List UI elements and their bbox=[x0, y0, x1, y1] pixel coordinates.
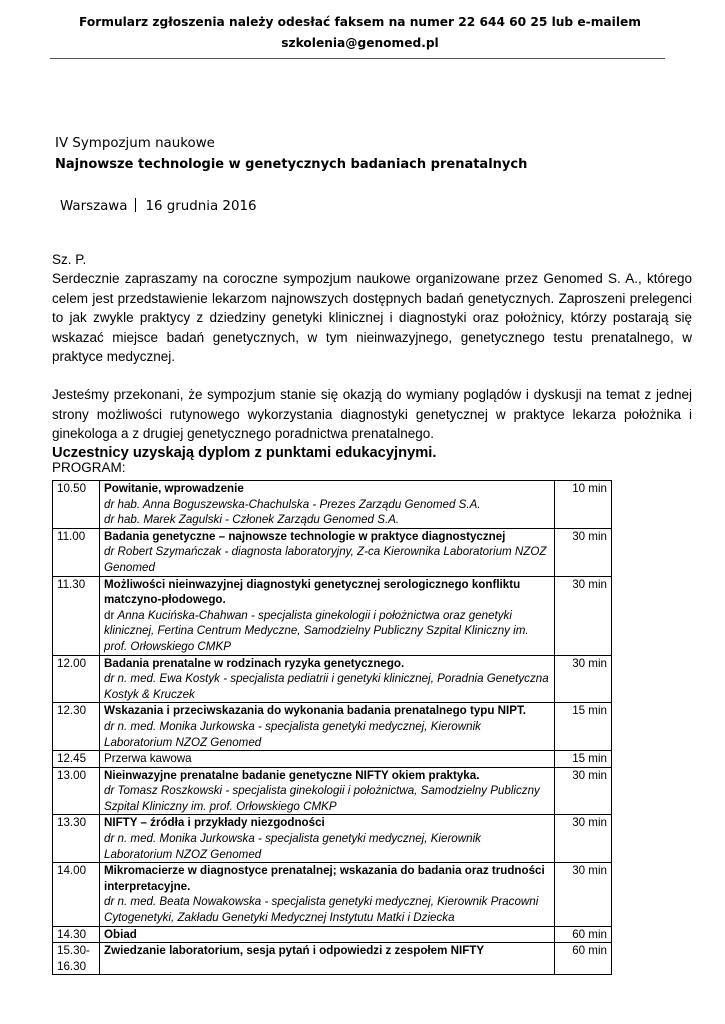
row-topic: Zwiedzanie laboratorium, sesja pytań i odpowiedzi z zespołem NIFTY bbox=[104, 944, 485, 958]
row-content bbox=[100, 481, 555, 529]
row-topic: Powitanie, wprowadzenie bbox=[104, 482, 244, 495]
row-speaker: dr hab. Marek Zagulski - Członek Zarządu Genomed S.A. bbox=[104, 513, 400, 527]
row-content bbox=[100, 576, 555, 655]
row-topic: NIFTY – źródła i przykłady niezgodności bbox=[104, 816, 325, 830]
row-duration: 15 min bbox=[555, 703, 612, 751]
row-duration: 15 min bbox=[555, 751, 612, 768]
table-row bbox=[53, 767, 612, 815]
event-date: 16 grudnia 2016 bbox=[145, 199, 257, 214]
row-speaker-block bbox=[104, 608, 550, 655]
table-row bbox=[53, 576, 612, 655]
row-content bbox=[100, 528, 555, 576]
row-time: 13.00 bbox=[53, 767, 100, 815]
table-row bbox=[53, 655, 612, 703]
row-speaker: dr n. med. Monika Jurkowska - specjalista genetyki medycznej, Kierownik Laboratorium NZOZ Genomed bbox=[104, 832, 481, 861]
row-duration: 30 min bbox=[555, 863, 612, 926]
row-content bbox=[100, 703, 555, 751]
row-content bbox=[100, 655, 555, 703]
row-topic: Nieinwazyjne prenatalne badanie genetyczne NIFTY okiem praktyka. bbox=[104, 768, 480, 782]
row-duration: 30 min bbox=[555, 528, 612, 576]
program-label: PROGRAM: bbox=[52, 460, 126, 475]
table-row bbox=[53, 528, 612, 576]
row-time: 13.30 bbox=[53, 815, 100, 863]
table-row bbox=[53, 751, 612, 768]
row-content bbox=[100, 926, 555, 943]
row-duration: 60 min bbox=[555, 943, 612, 975]
row-topic: Obiad bbox=[104, 927, 137, 941]
row-topic: Wskazania i przeciwskazania do wykonania badania prenatalnego typu NIPT. bbox=[104, 704, 526, 718]
letter-paragraph-1: Serdecznie zapraszamy na coroczne sympozjum naukowe organizowane przez Genomed S. A., którego celem jest przedstawienie lekarzom najnowszych dostępnych badań genetycznych. Zaproszeni prelegenci to jak zwykle praktycy z dziedziny genetyki klinicznej i diagnostyki oraz położnicy, którzy postarają się wskazać miejsce badań genetycznych, w tym nieinwazyjnego, genetycznego testu prenatalnego, w praktyce medycznej. bbox=[52, 271, 692, 365]
row-speaker: dr Robert Szymańczak - diagnosta laboratoryjny, Z-ca Kierownika Laboratorium NZOZ Genomed bbox=[104, 545, 547, 574]
table-row bbox=[53, 863, 612, 926]
row-time: 12.30 bbox=[53, 703, 100, 751]
row-duration: 30 min bbox=[555, 815, 612, 863]
header-divider bbox=[50, 58, 665, 59]
fax-instructions-header bbox=[50, 12, 670, 54]
row-content bbox=[100, 815, 555, 863]
row-speaker: dr Tomasz Roszkowski - specjalista ginekologii i położnictwa, Samodzielny Publiczny Szpital Kliniczny im. prof. Orłowskiego CMKP bbox=[104, 784, 540, 813]
row-duration: 60 min bbox=[555, 926, 612, 943]
row-topic: Mikromacierze w diagnostyce prenatalnej; wskazania do badania oraz trudności interpretacyjne. bbox=[104, 864, 545, 893]
event-title: Najnowsze technologie w genetycznych badaniach prenatalnych bbox=[55, 157, 528, 172]
table-row bbox=[53, 481, 612, 529]
row-speaker: Anna Kucińska-Chahwan - specjalista ginekologii i położnictwa oraz genetyki klinicznej, Fertina Centrum Medyczne, Samodzielny Publiczny Szpital Kliniczny im. prof. Orłowskiego CMKP bbox=[104, 608, 529, 653]
diploma-note: Uczestnicy uzyskają dyplom z punktami edukacyjnymi. bbox=[52, 444, 437, 461]
row-time: 14.30 bbox=[53, 926, 100, 943]
row-break-label: Przerwa kawowa bbox=[104, 752, 192, 766]
row-speaker: dr n. med. Monika Jurkowska - specjalista genetyki medycznej, Kierownik Laboratorium NZOZ Genomed bbox=[104, 719, 481, 749]
row-content bbox=[100, 863, 555, 926]
row-duration: 30 min bbox=[555, 767, 612, 815]
table-row bbox=[53, 943, 612, 975]
row-time: 10.50 bbox=[53, 481, 100, 529]
event-place-date bbox=[60, 197, 257, 217]
header-email[interactable]: szkolenia@genomed.pl bbox=[281, 36, 439, 50]
invitation-letter bbox=[52, 250, 692, 463]
row-duration: 30 min bbox=[555, 655, 612, 703]
row-time: 14.00 bbox=[53, 863, 100, 926]
place-date-separator bbox=[135, 198, 136, 212]
program-table bbox=[52, 480, 612, 975]
row-speaker: dr hab. Anna Boguszewska-Chachulska - Prezes Zarządu Genomed S.A. bbox=[104, 497, 481, 511]
table-row bbox=[53, 703, 612, 751]
row-topic: Badania prenatalne w rodzinach ryzyka genetycznego. bbox=[104, 656, 405, 670]
header-line-1: Formularz zgłoszenia należy odesłać faksem na numer 22 644 60 25 lub e-mailem bbox=[79, 15, 641, 29]
letter-paragraph-2: Jesteśmy przekonani, że sympozjum stanie się okazją do wymiany poglądów i dyskusji na temat z jednej strony możliwości rutynowego wykorzystania diagnostyki genetycznej w praktyce lekarza położnika i ginekologa a z drugiej genetycznego poradnictwa prenatalnego. bbox=[52, 387, 692, 442]
row-duration: 30 min bbox=[555, 576, 612, 655]
event-city: Warszawa bbox=[60, 199, 128, 214]
salutation: Sz. P. bbox=[52, 252, 87, 267]
row-content bbox=[100, 767, 555, 815]
table-row bbox=[53, 926, 612, 943]
row-topic: Możliwości nieinwazyjnej diagnostyki genetycznej serologicznego konfliktu matczyno-płodowego. bbox=[104, 577, 521, 607]
table-row bbox=[53, 815, 612, 863]
row-time: 11.00 bbox=[53, 528, 100, 576]
row-speaker: dr n. med. Ewa Kostyk - specjalista pediatrii i genetyki klinicznej, Poradnia Genetyczna Kostyk & Kruczek bbox=[104, 672, 549, 701]
row-speaker-title: dr bbox=[104, 608, 118, 622]
row-time: 12.45 bbox=[53, 751, 100, 768]
row-content bbox=[100, 751, 555, 768]
row-time: 15.30-16.30 bbox=[53, 943, 100, 975]
event-label: IV Sympozjum naukowe bbox=[55, 136, 215, 151]
row-topic: Badania genetyczne – najnowsze technologie w praktyce diagnostycznej bbox=[104, 529, 506, 543]
row-speaker: dr n. med. Beata Nowakowska - specjalista genetyki medycznej, Kierownik Pracowni Cytogenetyki, Zakładu Genetyki Medycznej Instytutu Matki i Dziecka bbox=[104, 895, 539, 925]
row-time: 12.00 bbox=[53, 655, 100, 703]
row-content bbox=[100, 943, 555, 975]
row-time: 11.30 bbox=[53, 576, 100, 655]
row-duration: 10 min bbox=[555, 481, 612, 529]
